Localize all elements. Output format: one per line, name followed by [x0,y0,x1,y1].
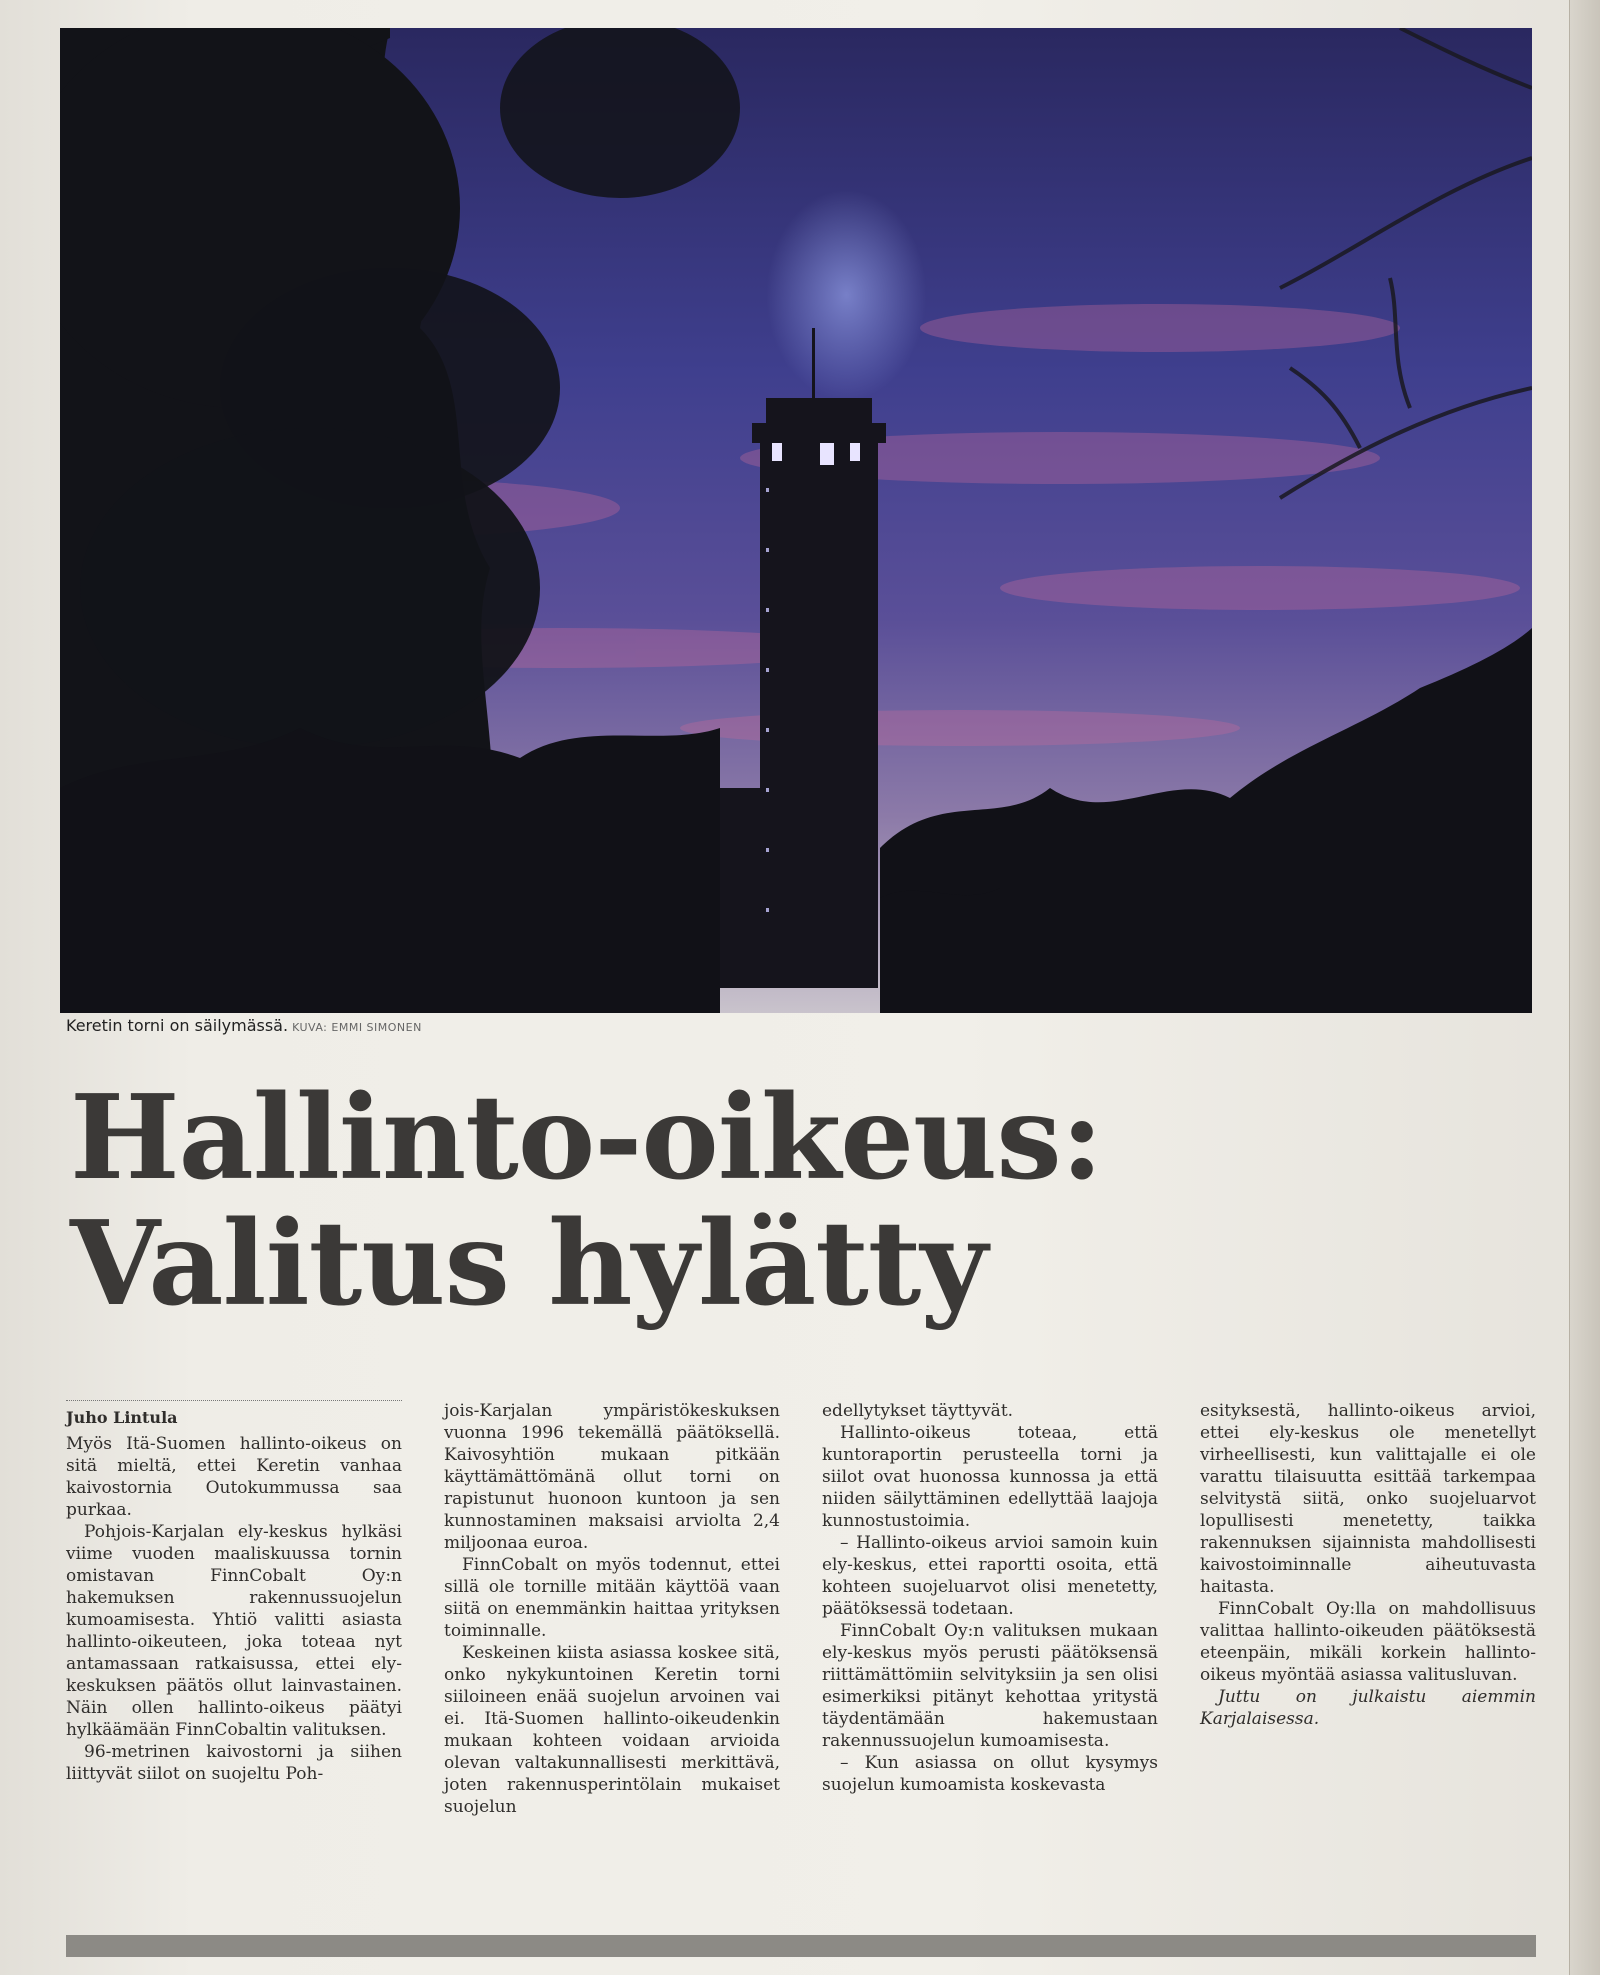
headline-line-1: Hallinto-oikeus: [70,1070,1103,1206]
article-body [66,1400,1536,1920]
source-note: Juttu on julkaistu aiemmin Karjalaisessa. [1200,1687,1536,1729]
tower-photo [60,28,1532,1013]
article-column-4 [1200,1400,1536,1730]
photo-caption [66,1016,1266,1035]
headline [70,1070,1470,1332]
paragraph: FinnCobalt Oy:lla on mahdollisuus valittaa hallinto-oikeuden päätöksestä eteenpäin, mikäli korkein hallinto-oikeus myöntää asiassa valitusluvan. [1200,1599,1536,1685]
article-column-3 [822,1400,1158,1796]
headline-line-2: Valitus hylätty [70,1196,987,1332]
paragraph: Myös Itä-Suomen hallinto-oikeus on sitä mieltä, ettei Keretin vanhaa kaivostornia Outokummussa saa purkaa. [66,1434,402,1520]
paragraph: – Kun asiassa on ollut kysymys suojelun kumoamista koskevasta [822,1753,1158,1795]
paragraph: FinnCobalt Oy:n valituksen mukaan ely-keskus myös perusti päätöksensä riittämättömiin selvityksiin ja sen olisi esimerkiksi pitänyt kehottaa yritystä täydentämään hakemustaan rakennussuojelun kumoamisesta. [822,1621,1158,1751]
paragraph: edellytykset täyttyvät. [822,1401,1014,1421]
paragraph: Hallinto-oikeus toteaa, että kuntoraportin perusteella torni ja siilot ovat huonossa kunnossa ja että niiden säilyttäminen edellyttää laajoja kunnostustoimia. [822,1423,1158,1531]
byline: Juho Lintula [66,1400,402,1429]
paragraph: – Hallinto-oikeus arvioi samoin kuin ely-keskus, ettei raportti osoita, että kohteen suojeluarvot olisi menetetty, päätöksessä todetaan. [822,1533,1158,1619]
bottom-bar [66,1935,1536,1957]
paragraph: Pohjois-Karjalan ely-keskus hylkäsi viime vuoden maaliskuussa tornin omistavan FinnCobalt Oy:n hakemuksen rakennussuojelun kumoamisesta. Yhtiö valitti asiasta hallinto-oikeuteen, joka toteaa nyt antamassaan ratkaisussa, ettei ely-keskuksen päätös ollut lainvastainen. Näin ollen hallinto-oikeus päätyi hylkäämään FinnCobaltin valituksen. [66,1522,402,1740]
photo-credit: KUVA: EMMI SIMONEN [292,1021,422,1034]
paragraph: jois-Karjalan ympäristökeskuksen vuonna 1996 tekemällä päätöksellä. Kaivosyhtiön mukaan pitkään käyttämättömänä ollut torni on rapistunut huonoon kuntoon ja sen kunnostaminen maksaisi arviolta 2,4 miljoonaa euroa. [444,1401,780,1553]
tower-photo-illustration [60,28,1532,1013]
article-column-2 [444,1400,780,1818]
article-column-1 [66,1400,402,1785]
paragraph: 96-metrinen kaivostorni ja siihen liittyvät siilot on suojeltu Poh- [66,1742,402,1784]
page-edge [1569,0,1600,1975]
paragraph: FinnCobalt on myös todennut, ettei sillä ole tornille mitään käyttöä vaan siitä on enemmänkin haittaa yrityksen toiminnalle. [444,1555,780,1641]
paragraph: Keskeinen kiista asiassa koskee sitä, onko nykykuntoinen Keretin torni siiloineen enää suojelun arvoinen vai ei. Itä-Suomen hallinto-oikeudenkin mukaan kohteen voidaan arvioida olevan valtakunnallisesti merkittävä, joten rakennusperintölain mukaiset suojelun [444,1643,780,1817]
paragraph: esityksestä, hallinto-oikeus arvioi, ettei ely-keskus ole menetellyt virheellisesti, kun valittajalle ei ole varattu tilaisuutta esittää tarkempaa selvitystä siitä, onko suojeluarvot lopullisesti menetetty, taikka rakennuksen sijainnista mahdollisesti kaivostoiminnalle aiheutuvasta haitasta. [1200,1401,1536,1597]
caption-text: Keretin torni on säilymässä. [66,1016,289,1035]
